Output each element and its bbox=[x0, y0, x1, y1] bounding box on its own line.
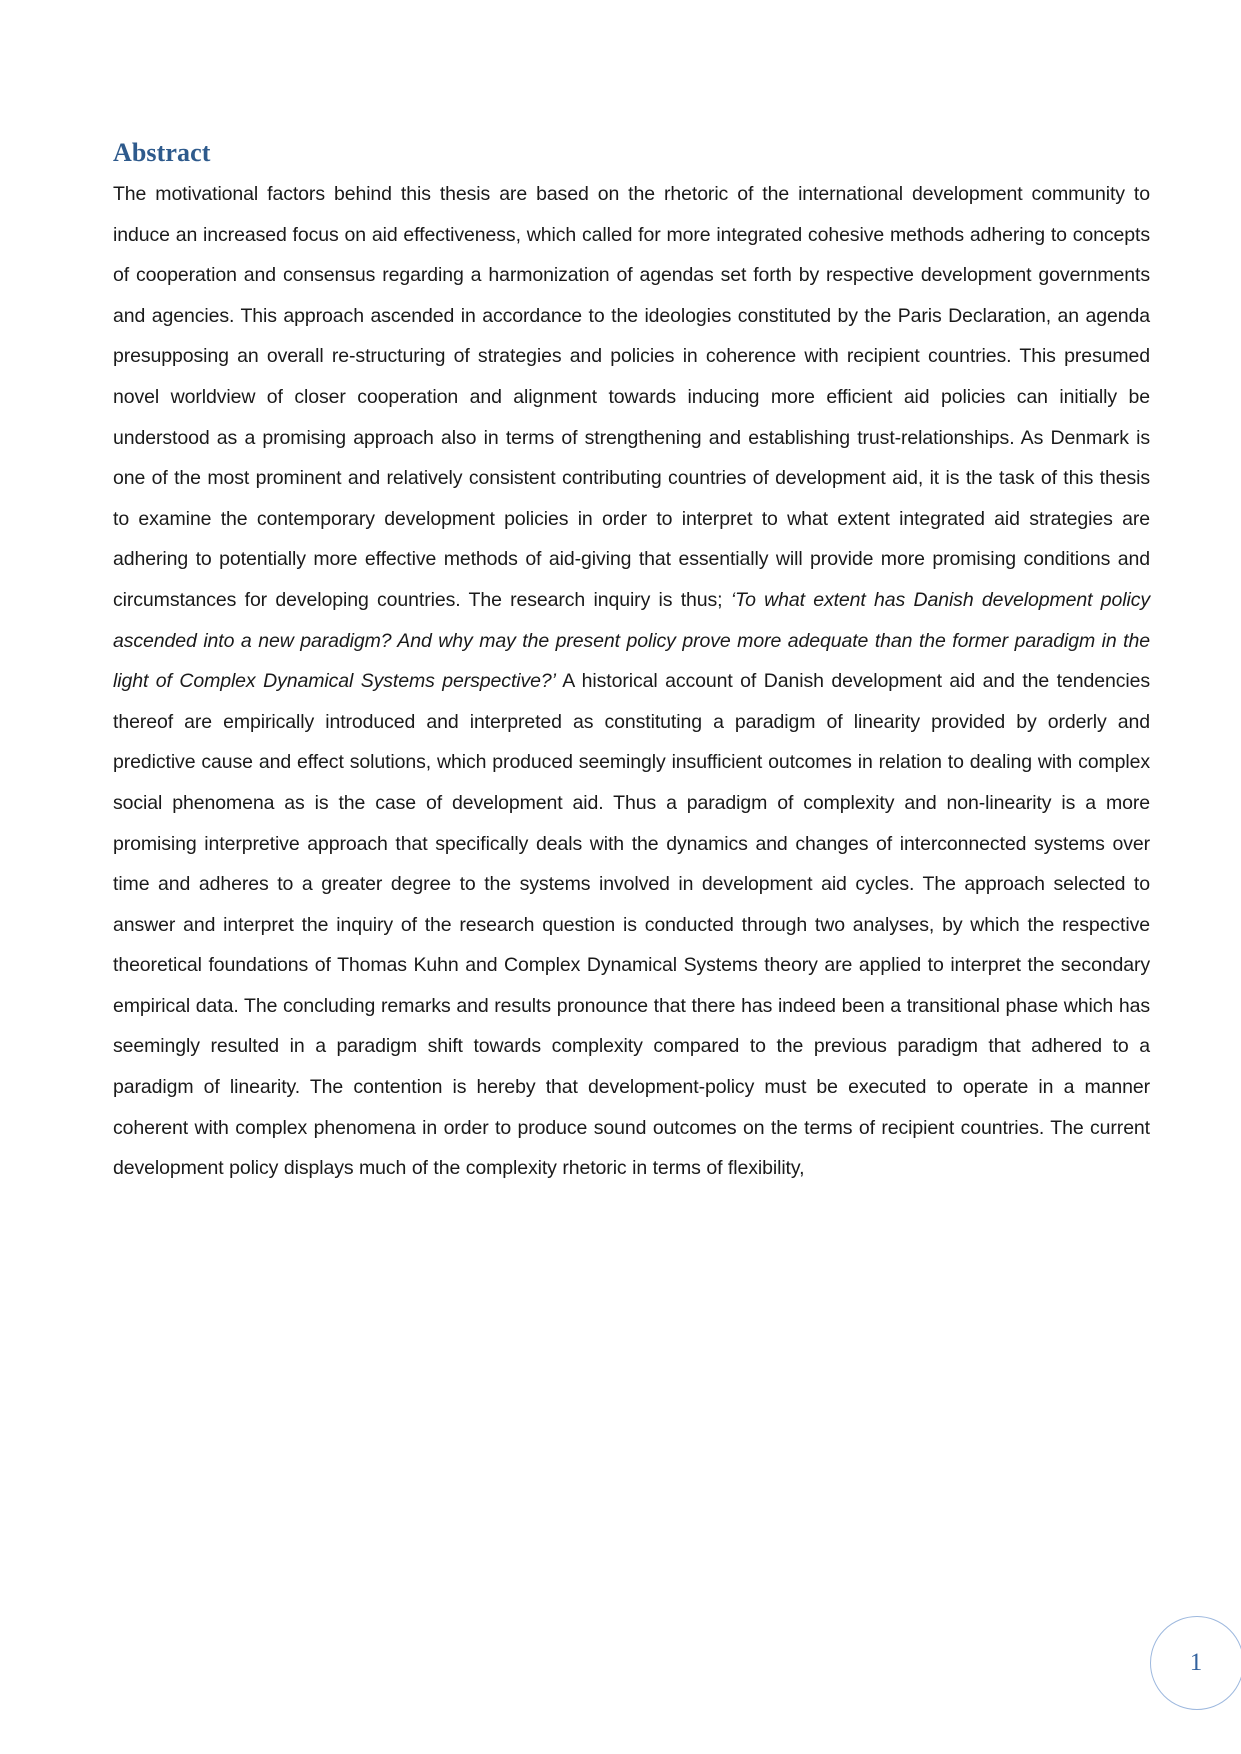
abstract-text-after-question: A historical account of Danish development aid and the tendencies thereof are empirically introduced and interpreted as constituting a paradigm of linearity provided by orderly and predictive cause and effect solutions, which produced seemingly insufficient outcomes in relation to dealing with complex social phenomena as is the case of development aid. Thus a paradigm of complexity and non-linearity is a more promising interpretive approach that specifically deals with the dynamics and changes of interconnected systems over time and adheres to a greater degree to the systems involved in development aid cycles. The approach selected to answer and interpret the inquiry of the research question is conducted through two analyses, by which the respective theoretical foundations of Thomas Kuhn and Complex Dynamical Systems theory are applied to interpret the secondary empirical data. The concluding remarks and results pronounce that there has indeed been a transitional phase which has seemingly resulted in a paradigm shift towards complexity compared to the previous paradigm that adhered to a paradigm of linearity. The contention is hereby that development-policy must be executed to operate in a manner coherent with complex phenomena in order to produce sound outcomes on the terms of recipient countries. The current development policy displays much of the complexity rhetoric in terms of flexibility, bbox=[113, 670, 1150, 1180]
abstract-paragraph bbox=[113, 174, 1150, 1189]
research-question-italic: ‘To what extent has Danish development policy ascended into a new paradigm? And why may the present policy prove more adequate than the former paradigm in the light of Complex Dynamical Systems perspective?’ bbox=[113, 588, 1150, 693]
page-number-badge bbox=[1150, 1616, 1241, 1710]
page-title: Abstract bbox=[113, 138, 211, 167]
page-number-label: 1 bbox=[1189, 1648, 1203, 1676]
abstract-text-before-question: The motivational factors behind this thesis are based on the rhetoric of the international development community to induce an increased focus on aid effectiveness, which called for more integrated cohesive methods adhering to concepts of cooperation and consensus regarding a harmonization of agendas set forth by respective development governments and agencies. This approach ascended in accordance to the ideologies constituted by the Paris Declaration, an agenda presupposing an overall re-structuring of strategies and policies in coherence with recipient countries. This presumed novel worldview of closer cooperation and alignment towards inducing more efficient aid policies can initially be understood as a promising approach also in terms of strengthening and establishing trust-relationships. As Denmark is one of the most prominent and relatively consistent contributing countries of development aid, it is the task of this thesis to examine the contemporary development policies in order to interpret to what extent integrated aid strategies are adhering to potentially more effective methods of aid-giving that essentially will provide more promising conditions and circumstances for developing countries. The research inquiry is thus; bbox=[113, 183, 1150, 611]
abstract-section bbox=[113, 138, 1150, 1189]
